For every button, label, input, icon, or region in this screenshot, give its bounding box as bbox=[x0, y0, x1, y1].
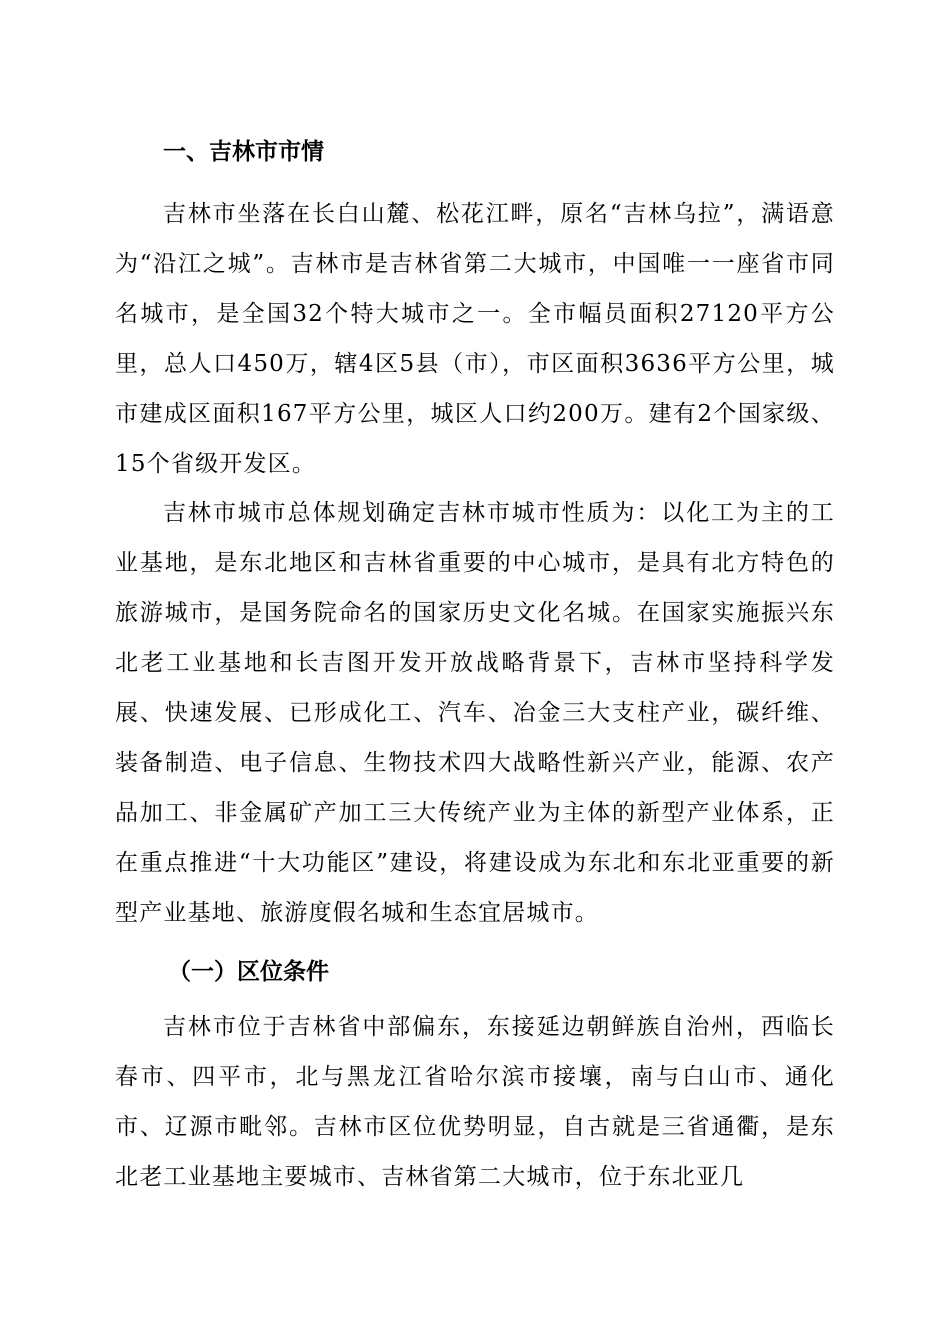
subsection-title: （一）区位条件 bbox=[168, 959, 329, 985]
intro-paragraph: 吉林市坐落在长白山麓、松花江畔，原名“吉林乌拉”，满语意为“沿江之城”。吉林市是吉林省第二大城市，中国唯一一座省市同名城市，是全国32个特大城市之一。全市幅员面积27120平方公里，总人口450万，辖4区5县（市），市区面积3636平方公里，城市建成区面积167平方公里，城区人口约200万。建有2个国家级、15个省级开发区。 bbox=[115, 201, 835, 477]
location-paragraph: 吉林市位于吉林省中部偏东，东接延边朝鲜族自治州，西临长春市、四平市，北与黑龙江省哈尔滨市接壤，南与白山市、通化市、辽源市毗邻。吉林市区位优势明显，自古就是三省通衢，是东北老工业基地主要城市、吉林省第二大城市，位于东北亚几 bbox=[115, 1014, 835, 1190]
planning-paragraph: 吉林市城市总体规划确定吉林市城市性质为：以化工为主的工业基地，是东北地区和吉林省重要的中心城市，是具有北方特色的旅游城市，是国务院命名的国家历史文化名城。在国家实施振兴东北老工业基地和长吉图开发开放战略背景下，吉林市坚持科学发展、快速发展、已形成化工、汽车、冶金三大支柱产业，碳纤维、装备制造、电子信息、生物技术四大战略性新兴产业，能源、农产品加工、非金属矿产加工三大传统产业为主体的新型产业体系，正在重点推进“十大功能区”建设，将建设成为东北和东北亚重要的新型产业基地、旅游度假名城和生态宜居城市。 bbox=[115, 500, 835, 926]
section-title: 一、吉林市市情 bbox=[163, 139, 324, 165]
